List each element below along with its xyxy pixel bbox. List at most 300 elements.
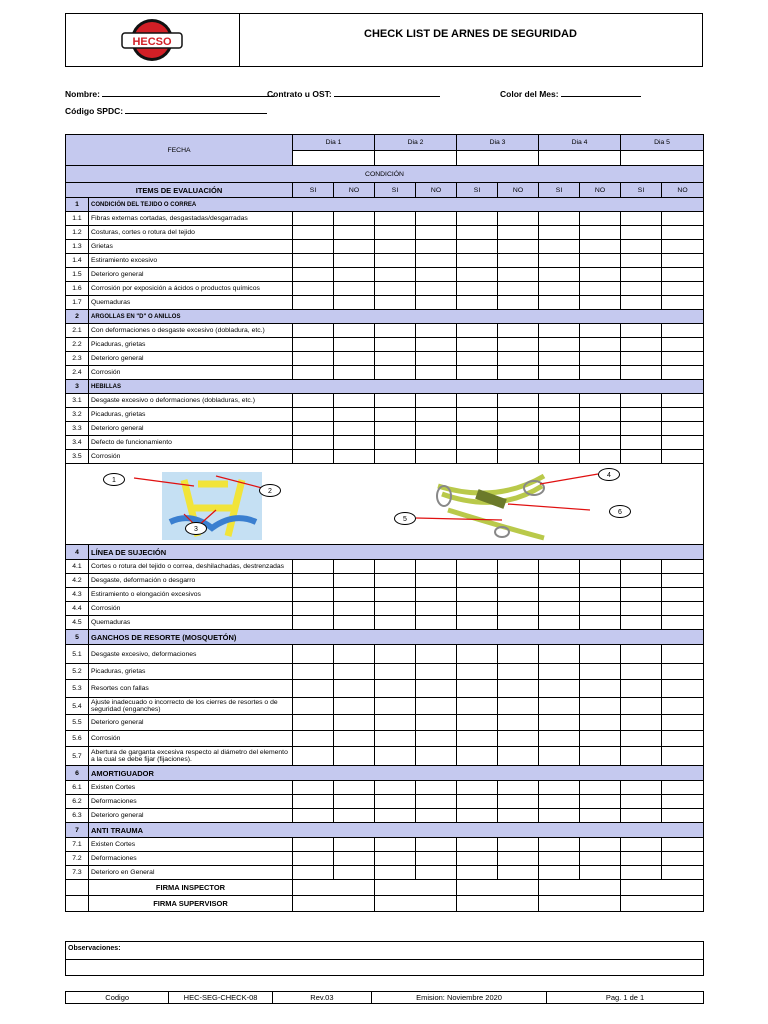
nombre-line[interactable] <box>102 88 274 97</box>
si-check-cell[interactable] <box>375 282 416 296</box>
no-check-cell[interactable] <box>334 560 375 574</box>
si-check-cell[interactable] <box>457 715 498 731</box>
no-check-cell[interactable] <box>498 574 539 588</box>
no-check-cell[interactable] <box>334 781 375 795</box>
si-check-cell[interactable] <box>539 588 580 602</box>
no-check-cell[interactable] <box>498 781 539 795</box>
si-check-cell[interactable] <box>621 852 662 866</box>
no-check-cell[interactable] <box>662 436 704 450</box>
si-check-cell[interactable] <box>293 588 334 602</box>
no-check-cell[interactable] <box>580 450 621 464</box>
si-check-cell[interactable] <box>621 731 662 747</box>
no-check-cell[interactable] <box>498 866 539 880</box>
si-check-cell[interactable] <box>457 781 498 795</box>
no-check-cell[interactable] <box>662 715 704 731</box>
no-check-cell[interactable] <box>662 852 704 866</box>
no-check-cell[interactable] <box>580 781 621 795</box>
si-check-cell[interactable] <box>457 394 498 408</box>
no-check-cell[interactable] <box>662 574 704 588</box>
si-check-cell[interactable] <box>375 560 416 574</box>
si-check-cell[interactable] <box>539 394 580 408</box>
no-check-cell[interactable] <box>580 254 621 268</box>
signature-cell[interactable] <box>457 896 539 912</box>
si-check-cell[interactable] <box>375 795 416 809</box>
si-check-cell[interactable] <box>293 352 334 366</box>
no-check-cell[interactable] <box>498 645 539 664</box>
si-check-cell[interactable] <box>539 602 580 616</box>
si-check-cell[interactable] <box>621 795 662 809</box>
no-check-cell[interactable] <box>580 795 621 809</box>
si-check-cell[interactable] <box>293 226 334 240</box>
si-check-cell[interactable] <box>539 866 580 880</box>
si-check-cell[interactable] <box>539 574 580 588</box>
si-check-cell[interactable] <box>621 560 662 574</box>
si-check-cell[interactable] <box>375 838 416 852</box>
no-check-cell[interactable] <box>662 838 704 852</box>
no-check-cell[interactable] <box>416 809 457 823</box>
no-check-cell[interactable] <box>334 838 375 852</box>
no-check-cell[interactable] <box>334 747 375 766</box>
si-check-cell[interactable] <box>375 866 416 880</box>
si-check-cell[interactable] <box>293 602 334 616</box>
no-check-cell[interactable] <box>580 680 621 698</box>
no-check-cell[interactable] <box>416 394 457 408</box>
no-check-cell[interactable] <box>580 240 621 254</box>
no-check-cell[interactable] <box>416 324 457 338</box>
si-check-cell[interactable] <box>621 212 662 226</box>
no-check-cell[interactable] <box>416 795 457 809</box>
si-check-cell[interactable] <box>293 838 334 852</box>
no-check-cell[interactable] <box>498 809 539 823</box>
si-check-cell[interactable] <box>621 866 662 880</box>
si-check-cell[interactable] <box>621 226 662 240</box>
no-check-cell[interactable] <box>416 422 457 436</box>
no-check-cell[interactable] <box>662 352 704 366</box>
no-check-cell[interactable] <box>416 212 457 226</box>
no-check-cell[interactable] <box>662 422 704 436</box>
no-check-cell[interactable] <box>580 226 621 240</box>
si-check-cell[interactable] <box>293 852 334 866</box>
si-check-cell[interactable] <box>293 560 334 574</box>
no-check-cell[interactable] <box>498 282 539 296</box>
si-check-cell[interactable] <box>621 450 662 464</box>
si-check-cell[interactable] <box>539 366 580 380</box>
si-check-cell[interactable] <box>457 338 498 352</box>
no-check-cell[interactable] <box>662 254 704 268</box>
no-check-cell[interactable] <box>416 450 457 464</box>
si-check-cell[interactable] <box>375 394 416 408</box>
si-check-cell[interactable] <box>375 574 416 588</box>
si-check-cell[interactable] <box>375 408 416 422</box>
no-check-cell[interactable] <box>662 795 704 809</box>
si-check-cell[interactable] <box>621 664 662 680</box>
si-check-cell[interactable] <box>539 747 580 766</box>
no-check-cell[interactable] <box>498 838 539 852</box>
si-check-cell[interactable] <box>539 795 580 809</box>
no-check-cell[interactable] <box>416 226 457 240</box>
date-cell[interactable] <box>539 151 621 166</box>
si-check-cell[interactable] <box>539 226 580 240</box>
no-check-cell[interactable] <box>498 795 539 809</box>
no-check-cell[interactable] <box>334 394 375 408</box>
si-check-cell[interactable] <box>375 296 416 310</box>
si-check-cell[interactable] <box>375 352 416 366</box>
contrato-line[interactable] <box>334 88 440 97</box>
si-check-cell[interactable] <box>293 866 334 880</box>
si-check-cell[interactable] <box>375 747 416 766</box>
si-check-cell[interactable] <box>621 588 662 602</box>
si-check-cell[interactable] <box>621 268 662 282</box>
si-check-cell[interactable] <box>375 645 416 664</box>
no-check-cell[interactable] <box>334 664 375 680</box>
si-check-cell[interactable] <box>621 602 662 616</box>
no-check-cell[interactable] <box>580 747 621 766</box>
si-check-cell[interactable] <box>457 268 498 282</box>
si-check-cell[interactable] <box>375 809 416 823</box>
no-check-cell[interactable] <box>416 698 457 715</box>
no-check-cell[interactable] <box>416 781 457 795</box>
si-check-cell[interactable] <box>621 715 662 731</box>
si-check-cell[interactable] <box>539 352 580 366</box>
si-check-cell[interactable] <box>375 781 416 795</box>
si-check-cell[interactable] <box>293 338 334 352</box>
si-check-cell[interactable] <box>375 240 416 254</box>
si-check-cell[interactable] <box>293 408 334 422</box>
si-check-cell[interactable] <box>293 324 334 338</box>
no-check-cell[interactable] <box>580 324 621 338</box>
si-check-cell[interactable] <box>375 616 416 630</box>
si-check-cell[interactable] <box>293 616 334 630</box>
si-check-cell[interactable] <box>621 781 662 795</box>
no-check-cell[interactable] <box>498 698 539 715</box>
si-check-cell[interactable] <box>457 664 498 680</box>
si-check-cell[interactable] <box>539 781 580 795</box>
signature-cell[interactable] <box>539 896 621 912</box>
no-check-cell[interactable] <box>498 664 539 680</box>
no-check-cell[interactable] <box>334 866 375 880</box>
date-cell[interactable] <box>375 151 457 166</box>
no-check-cell[interactable] <box>498 324 539 338</box>
no-check-cell[interactable] <box>580 338 621 352</box>
si-check-cell[interactable] <box>293 795 334 809</box>
no-check-cell[interactable] <box>416 664 457 680</box>
no-check-cell[interactable] <box>334 574 375 588</box>
si-check-cell[interactable] <box>621 698 662 715</box>
no-check-cell[interactable] <box>498 254 539 268</box>
si-check-cell[interactable] <box>539 715 580 731</box>
si-check-cell[interactable] <box>457 795 498 809</box>
si-check-cell[interactable] <box>293 680 334 698</box>
color-line[interactable] <box>561 88 641 97</box>
no-check-cell[interactable] <box>662 338 704 352</box>
si-check-cell[interactable] <box>375 212 416 226</box>
no-check-cell[interactable] <box>662 560 704 574</box>
no-check-cell[interactable] <box>580 698 621 715</box>
si-check-cell[interactable] <box>293 574 334 588</box>
observaciones-box[interactable] <box>65 941 704 976</box>
no-check-cell[interactable] <box>662 645 704 664</box>
no-check-cell[interactable] <box>416 838 457 852</box>
si-check-cell[interactable] <box>539 436 580 450</box>
no-check-cell[interactable] <box>416 602 457 616</box>
no-check-cell[interactable] <box>498 408 539 422</box>
no-check-cell[interactable] <box>334 296 375 310</box>
nombre-field[interactable] <box>65 88 274 99</box>
contrato-field[interactable] <box>267 88 440 99</box>
si-check-cell[interactable] <box>375 852 416 866</box>
no-check-cell[interactable] <box>416 616 457 630</box>
no-check-cell[interactable] <box>498 588 539 602</box>
si-check-cell[interactable] <box>293 212 334 226</box>
si-check-cell[interactable] <box>293 731 334 747</box>
no-check-cell[interactable] <box>334 408 375 422</box>
signature-cell[interactable] <box>457 880 539 896</box>
no-check-cell[interactable] <box>498 366 539 380</box>
si-check-cell[interactable] <box>293 747 334 766</box>
no-check-cell[interactable] <box>662 296 704 310</box>
no-check-cell[interactable] <box>662 664 704 680</box>
signature-cell[interactable] <box>539 880 621 896</box>
si-check-cell[interactable] <box>621 838 662 852</box>
no-check-cell[interactable] <box>416 680 457 698</box>
si-check-cell[interactable] <box>457 240 498 254</box>
no-check-cell[interactable] <box>498 602 539 616</box>
si-check-cell[interactable] <box>375 254 416 268</box>
no-check-cell[interactable] <box>416 747 457 766</box>
no-check-cell[interactable] <box>334 588 375 602</box>
no-check-cell[interactable] <box>498 240 539 254</box>
si-check-cell[interactable] <box>457 212 498 226</box>
no-check-cell[interactable] <box>662 866 704 880</box>
no-check-cell[interactable] <box>334 436 375 450</box>
no-check-cell[interactable] <box>334 809 375 823</box>
no-check-cell[interactable] <box>416 588 457 602</box>
no-check-cell[interactable] <box>416 296 457 310</box>
si-check-cell[interactable] <box>457 296 498 310</box>
si-check-cell[interactable] <box>539 560 580 574</box>
si-check-cell[interactable] <box>621 296 662 310</box>
si-check-cell[interactable] <box>375 450 416 464</box>
no-check-cell[interactable] <box>498 394 539 408</box>
si-check-cell[interactable] <box>457 616 498 630</box>
si-check-cell[interactable] <box>539 450 580 464</box>
no-check-cell[interactable] <box>334 226 375 240</box>
date-cell[interactable] <box>457 151 539 166</box>
no-check-cell[interactable] <box>498 296 539 310</box>
si-check-cell[interactable] <box>539 268 580 282</box>
no-check-cell[interactable] <box>416 645 457 664</box>
no-check-cell[interactable] <box>416 866 457 880</box>
si-check-cell[interactable] <box>621 680 662 698</box>
si-check-cell[interactable] <box>457 254 498 268</box>
si-check-cell[interactable] <box>539 809 580 823</box>
si-check-cell[interactable] <box>375 366 416 380</box>
no-check-cell[interactable] <box>580 731 621 747</box>
si-check-cell[interactable] <box>457 574 498 588</box>
no-check-cell[interactable] <box>416 282 457 296</box>
no-check-cell[interactable] <box>416 852 457 866</box>
si-check-cell[interactable] <box>539 254 580 268</box>
no-check-cell[interactable] <box>662 366 704 380</box>
no-check-cell[interactable] <box>662 698 704 715</box>
no-check-cell[interactable] <box>334 240 375 254</box>
si-check-cell[interactable] <box>539 698 580 715</box>
no-check-cell[interactable] <box>580 560 621 574</box>
no-check-cell[interactable] <box>498 422 539 436</box>
si-check-cell[interactable] <box>293 282 334 296</box>
no-check-cell[interactable] <box>334 731 375 747</box>
no-check-cell[interactable] <box>334 422 375 436</box>
no-check-cell[interactable] <box>498 715 539 731</box>
si-check-cell[interactable] <box>457 352 498 366</box>
no-check-cell[interactable] <box>334 645 375 664</box>
si-check-cell[interactable] <box>375 226 416 240</box>
signature-cell[interactable] <box>375 896 457 912</box>
no-check-cell[interactable] <box>662 268 704 282</box>
si-check-cell[interactable] <box>621 352 662 366</box>
no-check-cell[interactable] <box>416 560 457 574</box>
si-check-cell[interactable] <box>293 645 334 664</box>
no-check-cell[interactable] <box>580 408 621 422</box>
signature-cell[interactable] <box>293 880 375 896</box>
si-check-cell[interactable] <box>457 698 498 715</box>
si-check-cell[interactable] <box>375 715 416 731</box>
no-check-cell[interactable] <box>334 698 375 715</box>
si-check-cell[interactable] <box>457 366 498 380</box>
si-check-cell[interactable] <box>539 616 580 630</box>
signature-cell[interactable] <box>375 880 457 896</box>
si-check-cell[interactable] <box>457 852 498 866</box>
no-check-cell[interactable] <box>334 715 375 731</box>
si-check-cell[interactable] <box>293 809 334 823</box>
no-check-cell[interactable] <box>662 747 704 766</box>
no-check-cell[interactable] <box>580 838 621 852</box>
codigo-spdc-field[interactable] <box>65 105 267 116</box>
si-check-cell[interactable] <box>621 809 662 823</box>
si-check-cell[interactable] <box>621 240 662 254</box>
si-check-cell[interactable] <box>375 731 416 747</box>
si-check-cell[interactable] <box>457 747 498 766</box>
si-check-cell[interactable] <box>539 296 580 310</box>
no-check-cell[interactable] <box>416 436 457 450</box>
no-check-cell[interactable] <box>416 731 457 747</box>
no-check-cell[interactable] <box>662 781 704 795</box>
no-check-cell[interactable] <box>416 366 457 380</box>
no-check-cell[interactable] <box>580 866 621 880</box>
no-check-cell[interactable] <box>416 715 457 731</box>
si-check-cell[interactable] <box>457 866 498 880</box>
no-check-cell[interactable] <box>662 450 704 464</box>
si-check-cell[interactable] <box>621 422 662 436</box>
si-check-cell[interactable] <box>457 680 498 698</box>
si-check-cell[interactable] <box>621 616 662 630</box>
no-check-cell[interactable] <box>334 352 375 366</box>
no-check-cell[interactable] <box>662 616 704 630</box>
si-check-cell[interactable] <box>293 394 334 408</box>
no-check-cell[interactable] <box>498 680 539 698</box>
si-check-cell[interactable] <box>539 324 580 338</box>
si-check-cell[interactable] <box>457 282 498 296</box>
si-check-cell[interactable] <box>539 282 580 296</box>
signature-cell[interactable] <box>293 896 375 912</box>
si-check-cell[interactable] <box>375 602 416 616</box>
si-check-cell[interactable] <box>293 254 334 268</box>
no-check-cell[interactable] <box>334 324 375 338</box>
si-check-cell[interactable] <box>375 680 416 698</box>
no-check-cell[interactable] <box>498 212 539 226</box>
no-check-cell[interactable] <box>416 574 457 588</box>
si-check-cell[interactable] <box>539 680 580 698</box>
no-check-cell[interactable] <box>498 436 539 450</box>
si-check-cell[interactable] <box>375 338 416 352</box>
si-check-cell[interactable] <box>457 324 498 338</box>
color-field[interactable] <box>500 88 641 99</box>
si-check-cell[interactable] <box>539 731 580 747</box>
no-check-cell[interactable] <box>416 408 457 422</box>
codigo-spdc-line[interactable] <box>125 105 267 114</box>
no-check-cell[interactable] <box>580 296 621 310</box>
si-check-cell[interactable] <box>457 560 498 574</box>
no-check-cell[interactable] <box>498 226 539 240</box>
no-check-cell[interactable] <box>334 602 375 616</box>
no-check-cell[interactable] <box>498 731 539 747</box>
no-check-cell[interactable] <box>662 394 704 408</box>
si-check-cell[interactable] <box>457 809 498 823</box>
si-check-cell[interactable] <box>375 422 416 436</box>
si-check-cell[interactable] <box>457 588 498 602</box>
si-check-cell[interactable] <box>621 366 662 380</box>
no-check-cell[interactable] <box>580 588 621 602</box>
si-check-cell[interactable] <box>375 588 416 602</box>
si-check-cell[interactable] <box>375 324 416 338</box>
si-check-cell[interactable] <box>293 268 334 282</box>
no-check-cell[interactable] <box>662 602 704 616</box>
no-check-cell[interactable] <box>334 282 375 296</box>
no-check-cell[interactable] <box>334 254 375 268</box>
si-check-cell[interactable] <box>457 226 498 240</box>
no-check-cell[interactable] <box>580 268 621 282</box>
si-check-cell[interactable] <box>539 838 580 852</box>
si-check-cell[interactable] <box>457 731 498 747</box>
si-check-cell[interactable] <box>621 408 662 422</box>
si-check-cell[interactable] <box>457 450 498 464</box>
no-check-cell[interactable] <box>498 268 539 282</box>
si-check-cell[interactable] <box>539 240 580 254</box>
no-check-cell[interactable] <box>580 574 621 588</box>
si-check-cell[interactable] <box>621 574 662 588</box>
no-check-cell[interactable] <box>662 809 704 823</box>
no-check-cell[interactable] <box>662 680 704 698</box>
si-check-cell[interactable] <box>621 436 662 450</box>
signature-cell[interactable] <box>621 896 704 912</box>
si-check-cell[interactable] <box>293 240 334 254</box>
no-check-cell[interactable] <box>498 450 539 464</box>
no-check-cell[interactable] <box>580 852 621 866</box>
si-check-cell[interactable] <box>375 436 416 450</box>
no-check-cell[interactable] <box>334 450 375 464</box>
no-check-cell[interactable] <box>334 338 375 352</box>
si-check-cell[interactable] <box>457 602 498 616</box>
no-check-cell[interactable] <box>498 616 539 630</box>
no-check-cell[interactable] <box>662 588 704 602</box>
no-check-cell[interactable] <box>662 212 704 226</box>
no-check-cell[interactable] <box>498 560 539 574</box>
no-check-cell[interactable] <box>416 254 457 268</box>
no-check-cell[interactable] <box>662 240 704 254</box>
si-check-cell[interactable] <box>293 664 334 680</box>
si-check-cell[interactable] <box>539 664 580 680</box>
si-check-cell[interactable] <box>539 338 580 352</box>
